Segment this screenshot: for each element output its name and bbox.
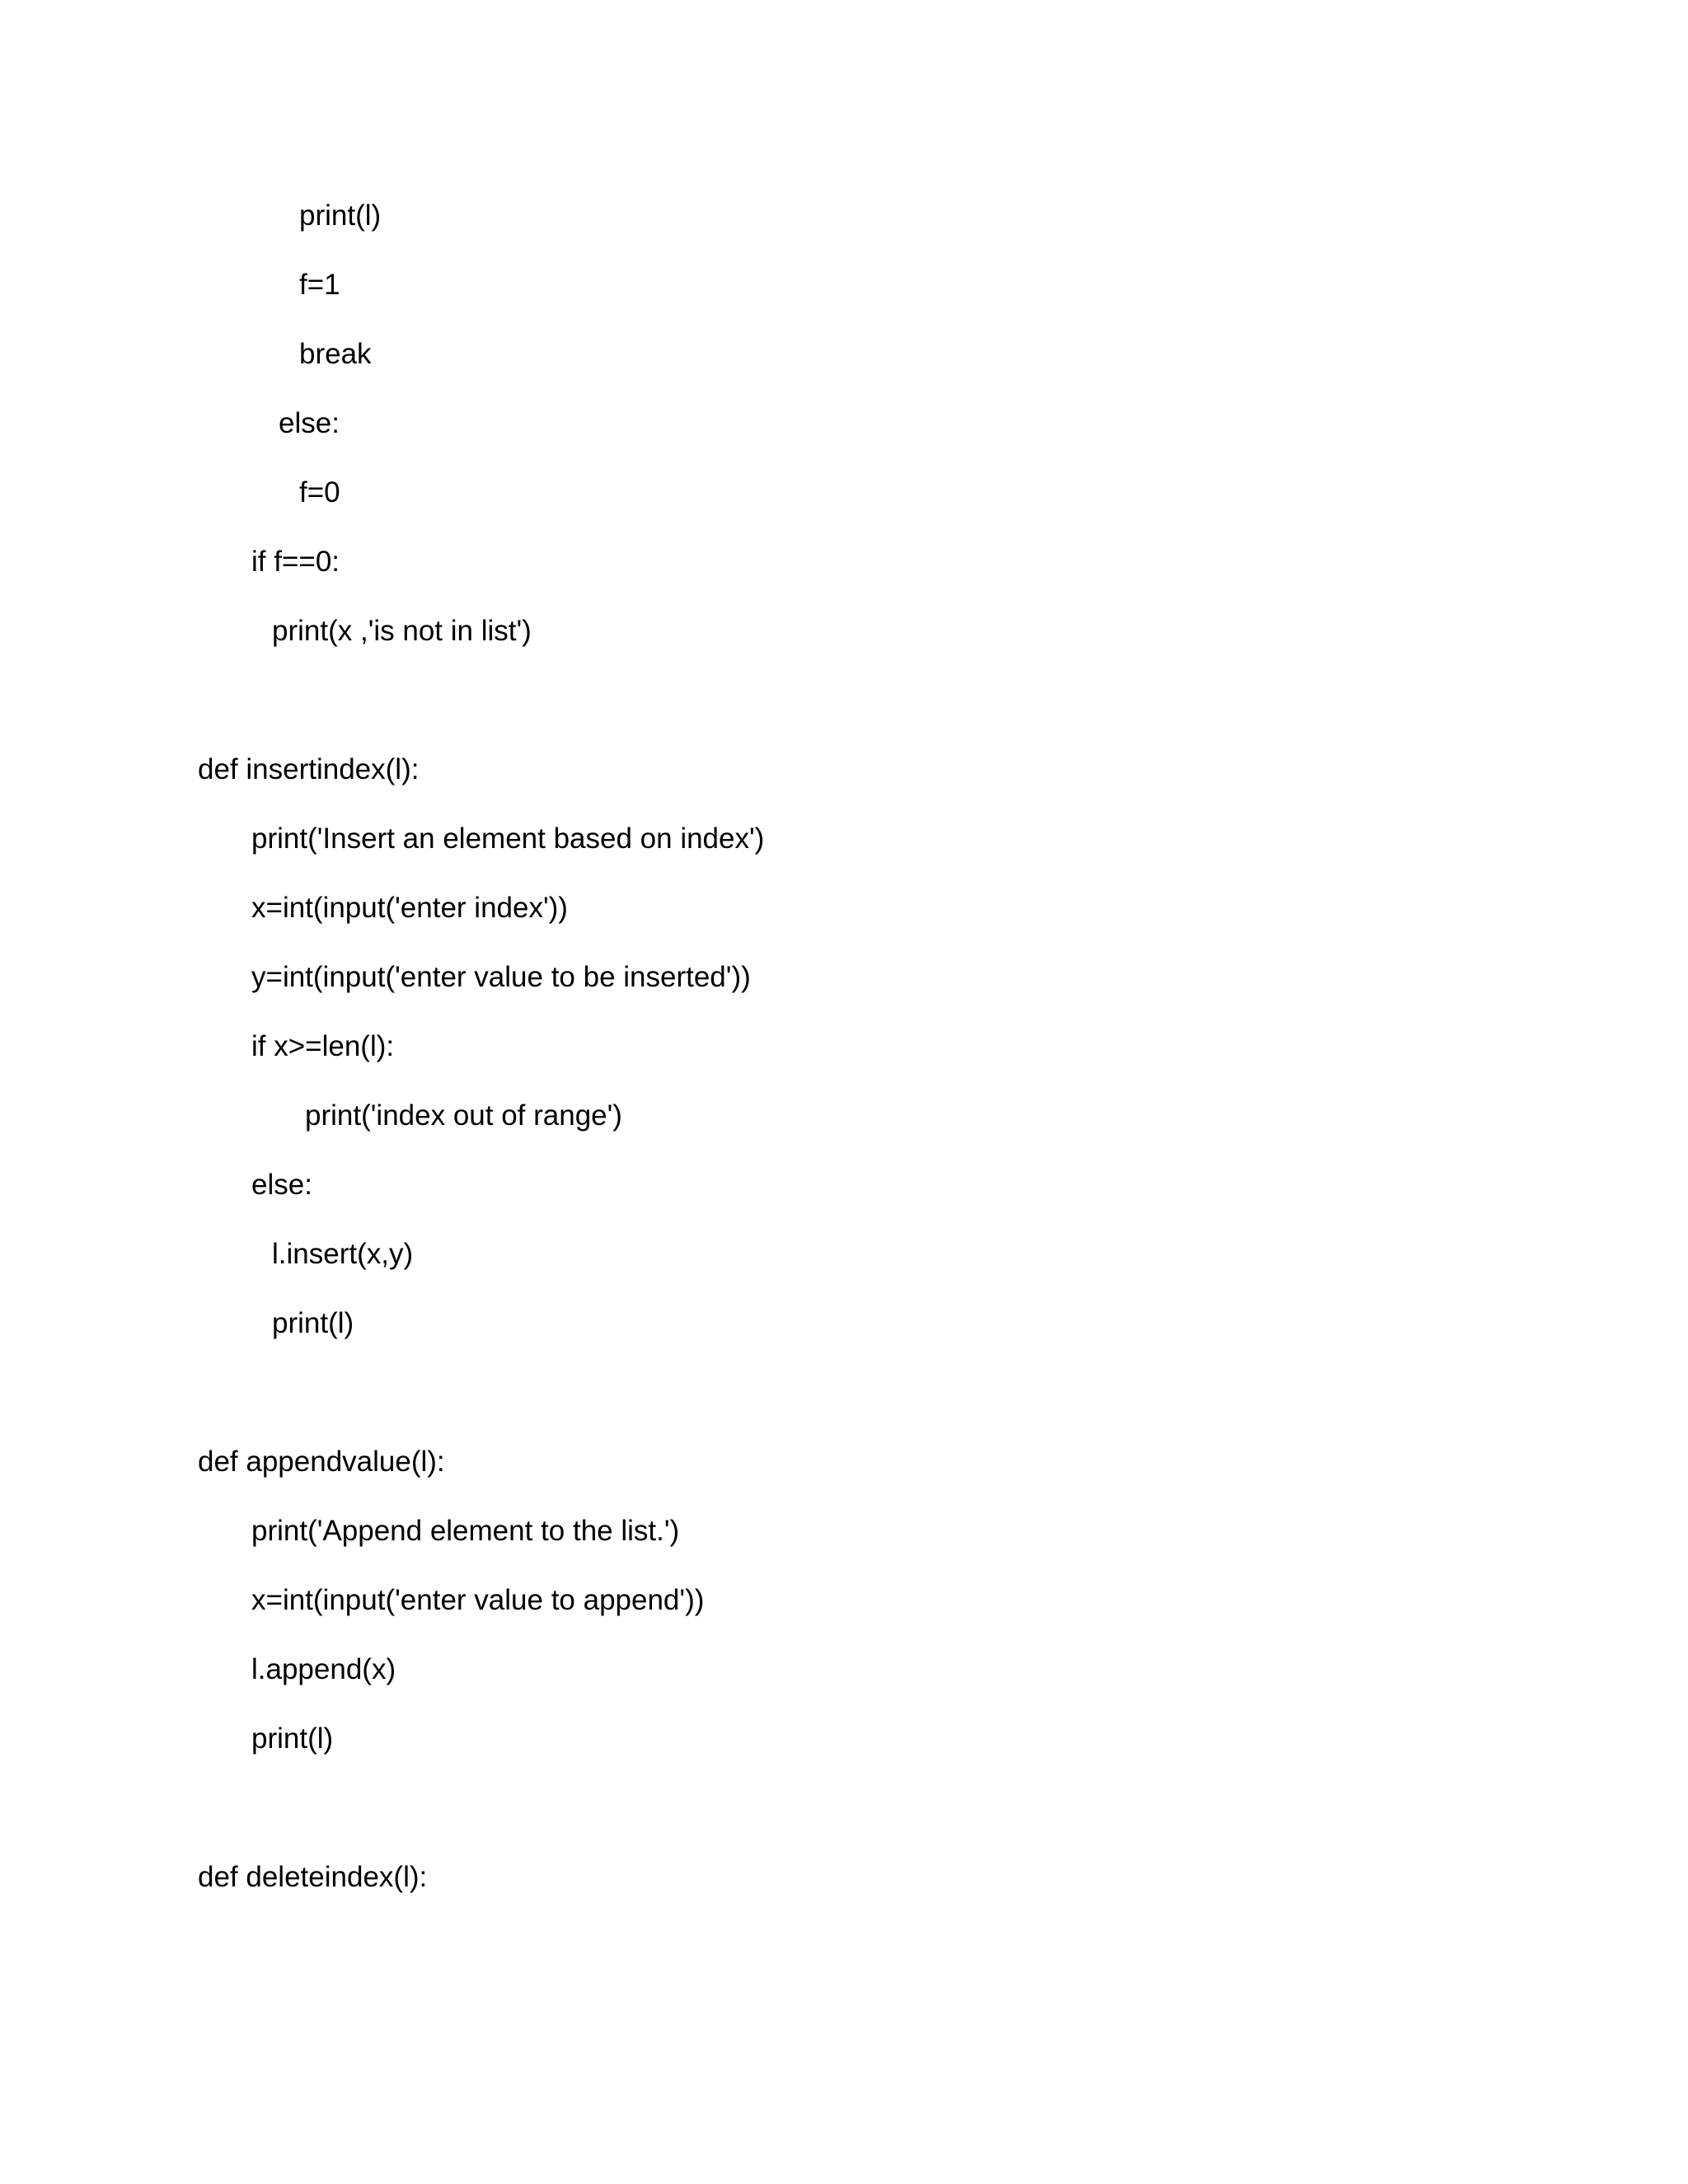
code-line: if x>=len(l): [251, 1030, 395, 1062]
code-line: print('Insert an element based on index') [251, 823, 765, 855]
function-definition: def deleteindex(l): [198, 1861, 428, 1893]
function-definition: def insertindex(l): [198, 753, 420, 785]
code-line: x=int(input('enter index')) [251, 892, 568, 924]
code-line: else: [251, 1169, 312, 1201]
code-line: if f==0: [251, 546, 340, 578]
code-line: x=int(input('enter value to append')) [251, 1584, 705, 1616]
code-line: print(x ,'is not in list') [272, 615, 532, 647]
code-line: break [299, 338, 372, 370]
code-line: f=1 [299, 269, 340, 301]
code-line: print('index out of range') [305, 1099, 622, 1132]
code-line: print(l) [272, 1307, 354, 1339]
code-line: f=0 [299, 476, 340, 509]
code-line: else: [279, 407, 340, 439]
code-line: print(l) [251, 1722, 334, 1755]
code-line: print(l) [299, 199, 382, 232]
code-line: y=int(input('enter value to be inserted')) [251, 961, 751, 993]
code-line: print('Append element to the list.') [251, 1515, 680, 1547]
code-line: l.append(x) [251, 1653, 396, 1685]
code-line: l.insert(x,y) [272, 1238, 414, 1270]
function-definition: def appendvalue(l): [198, 1446, 445, 1478]
